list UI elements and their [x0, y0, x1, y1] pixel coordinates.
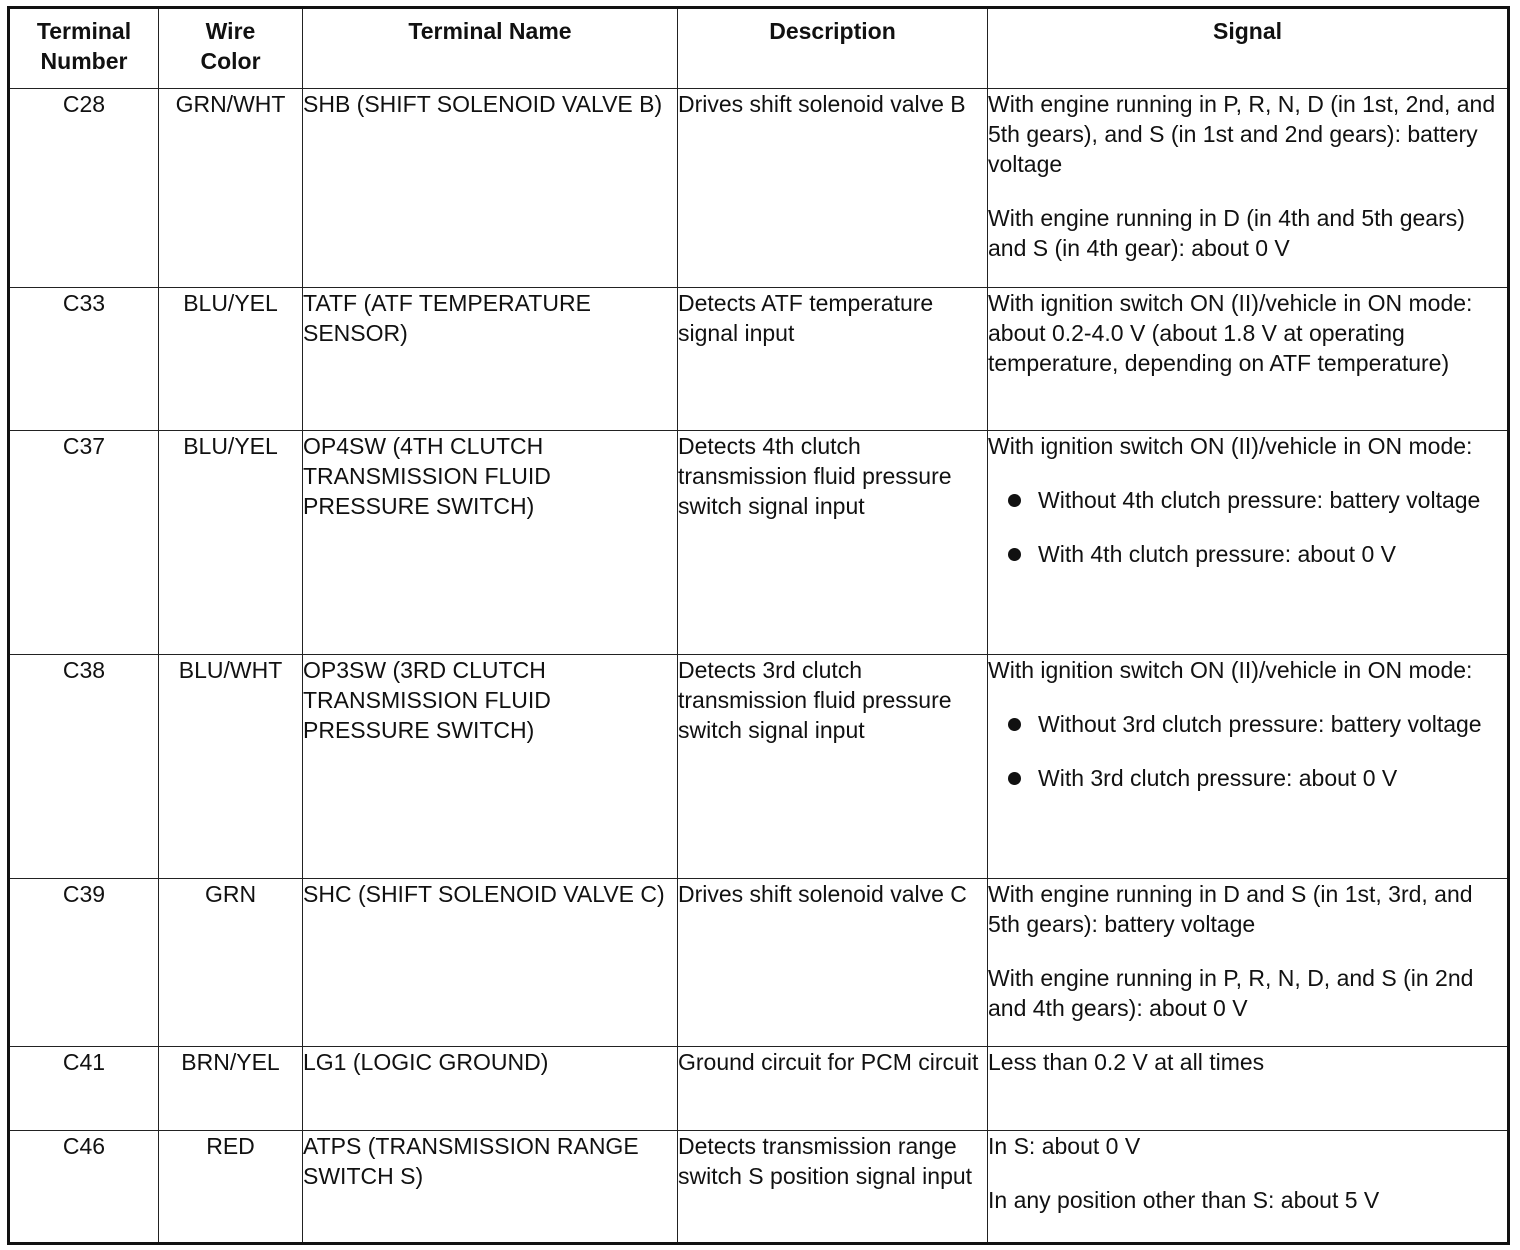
signal-bullet-list	[988, 485, 1507, 569]
terminal-pinout-table	[7, 6, 1510, 1245]
wire-color-cell: GRN	[159, 879, 303, 1047]
table-row	[9, 655, 1509, 879]
terminal-number-cell: C28	[9, 89, 159, 288]
table-row	[9, 879, 1509, 1047]
table-row	[9, 288, 1509, 431]
signal-cell	[988, 89, 1509, 288]
description-cell: Ground circuit for PCM circuit	[678, 1047, 988, 1131]
terminal-name-cell: SHC (SHIFT SOLENOID VALVE C)	[303, 879, 678, 1047]
bullet-dot-icon	[1008, 772, 1021, 785]
signal-bullet-text: Without 3rd clutch pressure: battery voltage	[1038, 711, 1482, 737]
description-cell: Detects 4th clutch transmission fluid pressure switch signal input	[678, 431, 988, 655]
signal-bullet-list	[988, 709, 1507, 793]
signal-cell	[988, 879, 1509, 1047]
signal-paragraph: Less than 0.2 V at all times	[988, 1049, 1265, 1075]
terminal-number-cell: C38	[9, 655, 159, 879]
description-cell: Drives shift solenoid valve B	[678, 89, 988, 288]
signal-paragraph: In any position other than S: about 5 V	[988, 1187, 1380, 1213]
signal-paragraph: With ignition switch ON (II)/vehicle in ON mode:	[988, 433, 1473, 459]
signal-paragraph: In S: about 0 V	[988, 1133, 1141, 1159]
header-wire-color-line1: Wire	[205, 18, 256, 44]
signal-paragraph: With engine running in P, R, N, D (in 1st, 2nd, and 5th gears), and S (in 1st and 2nd gears): battery voltage	[988, 91, 1496, 177]
table-row	[9, 431, 1509, 655]
signal-bullet-item	[988, 485, 1507, 515]
wire-color-cell: BLU/WHT	[159, 655, 303, 879]
header-signal: Signal	[988, 8, 1509, 89]
terminal-number-cell: C46	[9, 1131, 159, 1244]
terminal-name-cell: ATPS (TRANSMISSION RANGE SWITCH S)	[303, 1131, 678, 1244]
signal-bullet-text: With 3rd clutch pressure: about 0 V	[1038, 765, 1398, 791]
signal-paragraph: With ignition switch ON (II)/vehicle in ON mode: about 0.2-4.0 V (about 1.8 V at operating temperature, depending on ATF temperature)	[988, 290, 1473, 376]
description-cell: Drives shift solenoid valve C	[678, 879, 988, 1047]
signal-cell	[988, 655, 1509, 879]
signal-cell	[988, 1131, 1509, 1244]
signal-paragraph: With ignition switch ON (II)/vehicle in ON mode:	[988, 657, 1473, 683]
description-cell: Detects ATF temperature signal input	[678, 288, 988, 431]
header-terminal-number-line1: Terminal	[36, 18, 132, 44]
header-description: Description	[678, 8, 988, 89]
terminal-name-cell: SHB (SHIFT SOLENOID VALVE B)	[303, 89, 678, 288]
wire-color-cell: RED	[159, 1131, 303, 1244]
header-terminal-name: Terminal Name	[303, 8, 678, 89]
terminal-number-cell: C41	[9, 1047, 159, 1131]
description-cell: Detects transmission range switch S position signal input	[678, 1131, 988, 1244]
signal-cell	[988, 1047, 1509, 1131]
signal-paragraph: With engine running in D and S (in 1st, 3rd, and 5th gears): battery voltage	[988, 881, 1473, 937]
terminal-name-cell: OP3SW (3RD CLUTCH TRANSMISSION FLUID PRESSURE SWITCH)	[303, 655, 678, 879]
table-row	[9, 1047, 1509, 1131]
bullet-dot-icon	[1008, 494, 1021, 507]
signal-bullet-text: Without 4th clutch pressure: battery voltage	[1038, 487, 1481, 513]
bullet-dot-icon	[1008, 718, 1021, 731]
terminal-name-cell: TATF (ATF TEMPERATURE SENSOR)	[303, 288, 678, 431]
signal-cell	[988, 288, 1509, 431]
header-wire-color-line2: Color	[200, 48, 261, 74]
bullet-dot-icon	[1008, 548, 1021, 561]
terminal-number-cell: C37	[9, 431, 159, 655]
signal-cell	[988, 431, 1509, 655]
signal-bullet-item	[988, 539, 1507, 569]
wire-color-cell: BLU/YEL	[159, 431, 303, 655]
header-terminal-number-line2: Number	[40, 48, 128, 74]
signal-bullet-text: With 4th clutch pressure: about 0 V	[1038, 541, 1396, 567]
wire-color-cell: BLU/YEL	[159, 288, 303, 431]
table-header-row	[9, 8, 1509, 89]
table-row	[9, 89, 1509, 288]
terminal-number-cell: C39	[9, 879, 159, 1047]
wire-color-cell: GRN/WHT	[159, 89, 303, 288]
signal-paragraph: With engine running in D (in 4th and 5th gears) and S (in 4th gear): about 0 V	[988, 205, 1465, 261]
description-cell: Detects 3rd clutch transmission fluid pressure switch signal input	[678, 655, 988, 879]
signal-bullet-item	[988, 763, 1507, 793]
terminal-number-cell: C33	[9, 288, 159, 431]
header-terminal-number	[9, 8, 159, 89]
table-row	[9, 1131, 1509, 1244]
signal-paragraph: With engine running in P, R, N, D, and S (in 2nd and 4th gears): about 0 V	[988, 965, 1474, 1021]
wire-color-cell: BRN/YEL	[159, 1047, 303, 1131]
terminal-name-cell: LG1 (LOGIC GROUND)	[303, 1047, 678, 1131]
signal-bullet-item	[988, 709, 1507, 739]
header-wire-color	[159, 8, 303, 89]
terminal-name-cell: OP4SW (4TH CLUTCH TRANSMISSION FLUID PRESSURE SWITCH)	[303, 431, 678, 655]
